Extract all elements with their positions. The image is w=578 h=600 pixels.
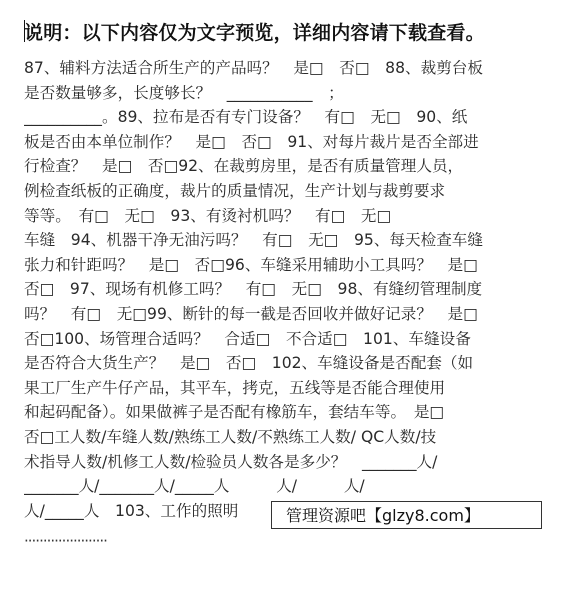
document-body bbox=[24, 56, 560, 523]
text-line: 吗？ 有□ 无□99、断针的每一截是否回收并做好记录？ 是□ bbox=[24, 304, 478, 323]
ellipsis-dots: ······················ bbox=[24, 532, 107, 550]
text-line: __________。89、拉布是否有专门设备？ 有□ 无□ 90、纸 bbox=[24, 108, 468, 127]
text-line: 和起码配备）。如果做裤子是否配有橡筋车，套结车等。 是□ bbox=[24, 403, 445, 422]
text-line: 人/_____人 103、工作的照明 bbox=[24, 501, 239, 520]
text-line: 否□100、场管理合适吗？ 合适□ 不合适□ 101、车缝设备 bbox=[24, 329, 471, 348]
text-line: 是否符合大货生产？ 是□ 否□ 102、车缝设备是否配套（如 bbox=[24, 354, 474, 373]
text-line: 果工厂生产牛仔产品，其平车，拷克，五线等是否能合理使用 bbox=[24, 378, 446, 397]
text-line: 行检查？ 是□ 否□92、在裁剪房里，是否有质量管理人员， bbox=[24, 157, 464, 176]
preview-notice: 说明：以下内容仅为文字预览，详细内容请下载查看。 bbox=[24, 22, 485, 44]
text-line: _______人/_______人/_____人 人/ 人/ bbox=[24, 477, 365, 496]
watermark-banner: 管理资源吧【glzy8.com】 bbox=[271, 501, 542, 529]
text-line: 等等。 有□ 无□ 93、有烫衬机吗？ 有□ 无□ bbox=[24, 206, 392, 225]
text-line: 术指导人数/机修工人数/检验员人数各是多少？ _______人/ bbox=[24, 452, 438, 471]
text-line: 否□ 97、现场有机修工吗？ 有□ 无□ 98、有缝纫管理制度 bbox=[24, 280, 483, 299]
text-line: 是否数量够多，长度够长？ ___________ ； bbox=[24, 83, 344, 102]
text-line: 张力和针距吗？ 是□ 否□96、车缝采用辅助小工具吗？ 是□ bbox=[24, 255, 478, 274]
text-line: 87、辅料方法适合所生产的产品吗？ 是□ 否□ 88、裁剪台板 bbox=[24, 59, 483, 77]
text-line: 否□工人数/车缝人数/熟练工人数/不熟练工人数/ QC人数/技 bbox=[24, 427, 437, 446]
text-line: 车缝 94、机器干净无油污吗？ 有□ 无□ 95、每天检查车缝 bbox=[24, 231, 483, 250]
text-line: 板是否由本单位制作？ 是□ 否□ 91、对每片裁片是否全部进 bbox=[24, 132, 479, 151]
text-line: 例检查纸板的正确度，裁片的质量情况，生产计划与裁剪要求 bbox=[24, 181, 446, 200]
